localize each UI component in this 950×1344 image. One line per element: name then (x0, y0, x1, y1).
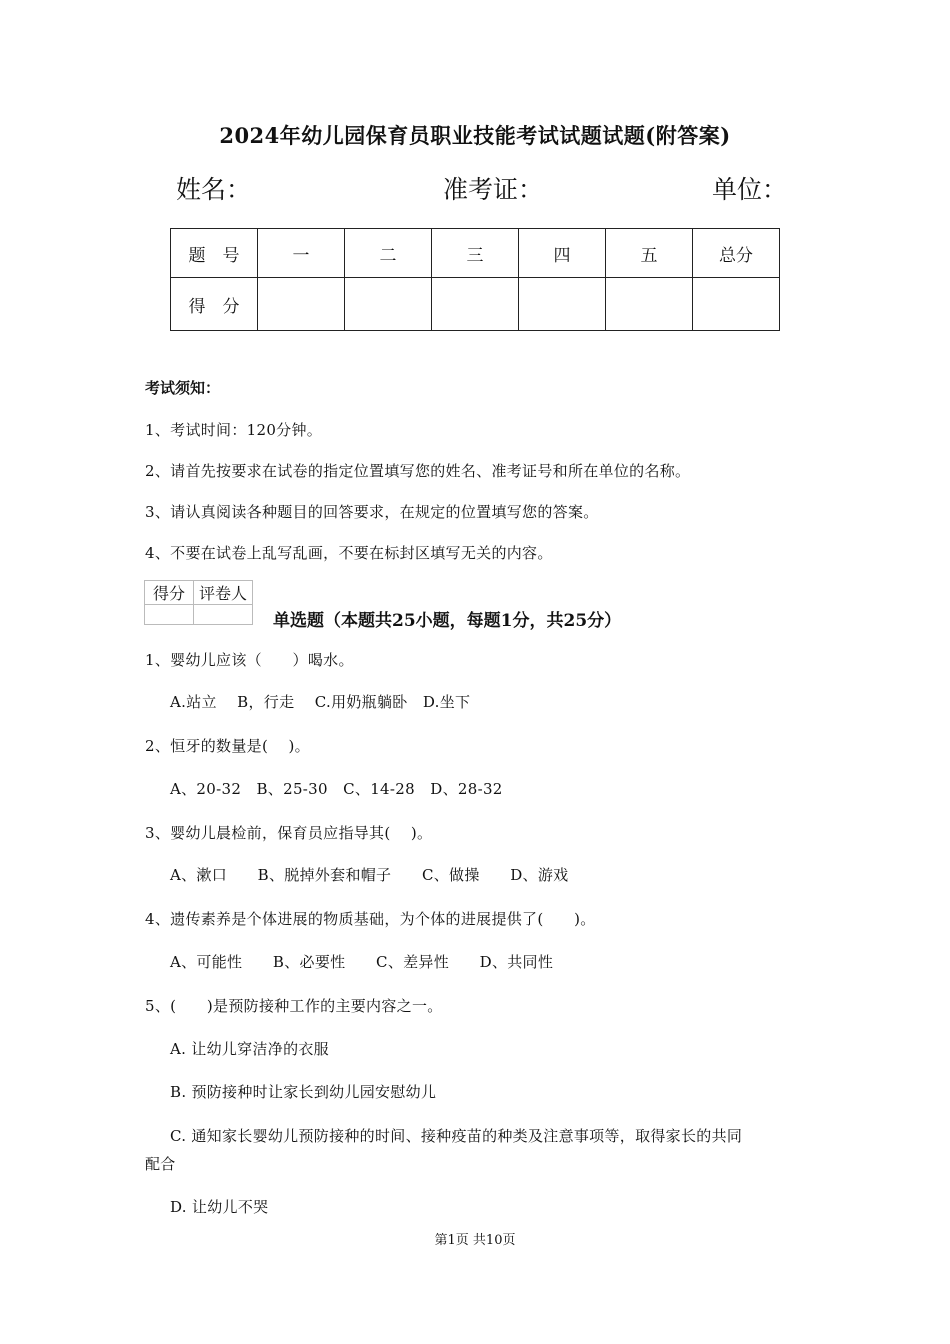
question-option-continuation: 配合 (145, 1155, 176, 1173)
question-stem: 3、婴幼儿晨检前，保育员应指导其( )。 (145, 824, 433, 842)
score-cell[interactable] (519, 278, 606, 331)
question-stem: 5、( )是预防接种工作的主要内容之一。 (145, 997, 443, 1015)
unit-field-label: 单位： (712, 175, 788, 204)
notice-heading: 考试须知： (145, 379, 221, 397)
notice-item: 3、请认真阅读各种题目的回答要求，在规定的位置填写您的答案。 (145, 503, 599, 521)
score-table-header-row (171, 229, 780, 278)
exam-number-field-label: 准考证： (443, 175, 544, 204)
column-header: 四 (519, 229, 606, 278)
question-stem: 4、遗传素养是个体进展的物质基础，为个体的进展提供了( )。 (145, 910, 596, 928)
score-cell[interactable] (432, 278, 519, 331)
question-option: D. 让幼儿不哭 (170, 1198, 269, 1216)
score-cell-total[interactable] (693, 278, 780, 331)
name-field-label: 姓名： (176, 175, 252, 204)
grader-score-cell[interactable] (145, 605, 194, 625)
notice-item: 4、不要在试卷上乱写乱画，不要在标封区填写无关的内容。 (145, 544, 553, 562)
column-header-total: 总分 (693, 229, 780, 278)
section-title: 单选题（本题共25小题，每题1分，共25分） (273, 611, 622, 631)
page-footer: 第1页 共10页 (434, 1233, 516, 1248)
question-options: A、可能性 B、必要性 C、差异性 D、共同性 (170, 953, 554, 971)
question-stem: 2、恒牙的数量是( )。 (145, 737, 310, 755)
score-label: 得 分 (171, 278, 258, 331)
question-options: A、漱口 B、脱掉外套和帽子 C、做操 D、游戏 (170, 866, 569, 884)
column-header: 一 (258, 229, 345, 278)
notice-item: 2、请首先按要求在试卷的指定位置填写您的姓名、准考证号和所在单位的名称。 (145, 462, 691, 480)
column-header: 三 (432, 229, 519, 278)
score-cell[interactable] (606, 278, 693, 331)
score-cell[interactable] (345, 278, 432, 331)
question-stem: 1、婴幼儿应该（ ）喝水。 (145, 651, 354, 669)
question-number-label: 题 号 (171, 229, 258, 278)
grader-reviewer-cell[interactable] (194, 605, 253, 625)
notice-item: 1、考试时间：120分钟。 (145, 421, 323, 439)
column-header: 五 (606, 229, 693, 278)
question-options: A.站立 B，行走 C.用奶瓶躺卧 D.坐下 (170, 693, 471, 711)
grader-box (144, 580, 253, 625)
question-options: A、20-32 B、25-30 C、14-28 D、28-32 (170, 780, 503, 798)
score-table-score-row (171, 278, 780, 331)
score-table (170, 228, 780, 331)
document-title: 2024年幼儿园保育员职业技能考试试题试题(附答案) (219, 123, 731, 148)
grader-reviewer-label: 评卷人 (194, 581, 253, 605)
question-option: B. 预防接种时让家长到幼儿园安慰幼儿 (170, 1083, 437, 1101)
grader-score-label: 得分 (145, 581, 194, 605)
question-option: C. 通知家长婴幼儿预防接种的时间、接种疫苗的种类及注意事项等，取得家长的共同 (170, 1127, 743, 1145)
column-header: 二 (345, 229, 432, 278)
score-cell[interactable] (258, 278, 345, 331)
question-option: A. 让幼儿穿洁净的衣服 (170, 1040, 329, 1058)
